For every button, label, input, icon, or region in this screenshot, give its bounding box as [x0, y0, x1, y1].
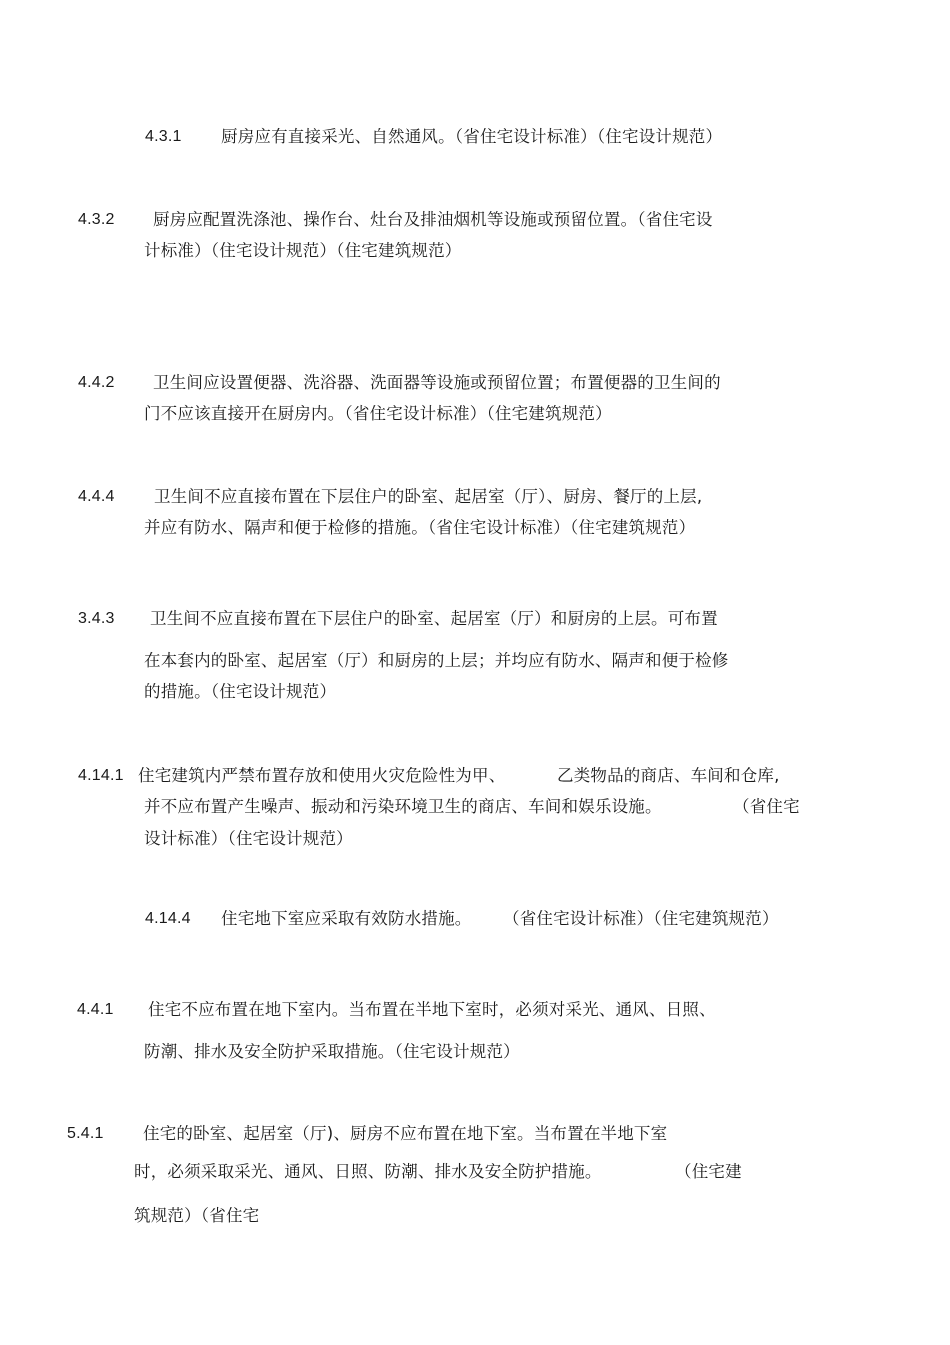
clause-text-line: 住宅不应布置在地下室内。当布置在半地下室时，必须对采光、通风、日照、 [148, 1000, 716, 1019]
clause-text-line: 时，必须采取采光、通风、日照、防潮、排水及安全防护措施。 [134, 1162, 602, 1181]
clause-text-line: （住宅建 [675, 1162, 742, 1181]
clause-number: 4.4.4 [78, 488, 115, 505]
clause-number: 4.14.1 [78, 767, 124, 784]
clause-text-line: 乙类物品的商店、车间和仓库, [557, 766, 780, 785]
clause-text-line: （省住宅设计标准）（住宅建筑规范） [503, 909, 779, 928]
clause-text-line: 并不应布置产生噪声、振动和污染环境卫生的商店、车间和娱乐设施。 [144, 797, 662, 816]
clause-number: 5.4.1 [67, 1125, 104, 1142]
clause-text-line: 住宅地下室应采取有效防水措施。 [221, 909, 472, 928]
clause-number: 4.4.1 [77, 1001, 114, 1018]
clause-text-line: 筑规范）（省住宅 [134, 1206, 260, 1225]
clause-text-line: 卫生间不应直接布置在下层住户的卧室、起居室（厅）和厨房的上层。可布置 [150, 609, 718, 628]
clause-number: 4.3.1 [145, 128, 182, 145]
clause-text-line: 并应有防水、隔声和便于检修的措施。（省住宅设计标准）（住宅建筑规范） [144, 518, 696, 537]
clause-text-line: （省住宅 [733, 797, 800, 816]
clause-text-line: 卫生间不应直接布置在下层住户的卧室、起居室（厅）、厨房、餐厅的上层, [154, 487, 703, 506]
clause-number: 4.14.4 [145, 910, 191, 927]
clause-text-line: 住宅的卧室、起居室（厅)、厨房不应布置在地下室。当布置在半地下室 [143, 1124, 668, 1143]
clause-text-line: 的措施。（住宅设计规范） [144, 682, 337, 701]
clause-number: 4.3.2 [78, 211, 115, 228]
clause-text-line: 住宅建筑内严禁布置存放和使用火灾危险性为甲、 [138, 766, 506, 785]
clause-text-line: 设计标准）（住宅设计规范） [144, 829, 353, 848]
clause-text-line: 门不应该直接开在厨房内。（省住宅设计标准）（住宅建筑规范） [144, 404, 612, 423]
clause-number: 4.4.2 [78, 374, 115, 391]
clause-text-line: 厨房应有直接采光、自然通风。（省住宅设计标准）（住宅设计规范） [221, 127, 723, 146]
clause-text-line: 防潮、排水及安全防护采取措施。（住宅设计规范） [144, 1042, 520, 1061]
clause-text-line: 厨房应配置洗涤池、操作台、灶台及排油烟机等设施或预留位置。（省住宅设 [153, 210, 713, 229]
clause-text-line: 计标准）（住宅设计规范）（住宅建筑规范） [144, 241, 462, 260]
clause-number: 3.4.3 [78, 610, 115, 627]
clause-text-line: 卫生间应设置便器、洗浴器、洗面器等设施或预留位置；布置便器的卫生间的 [153, 373, 721, 392]
clause-text-line: 在本套内的卧室、起居室（厅）和厨房的上层；并均应有防水、隔声和便于检修 [144, 651, 729, 670]
